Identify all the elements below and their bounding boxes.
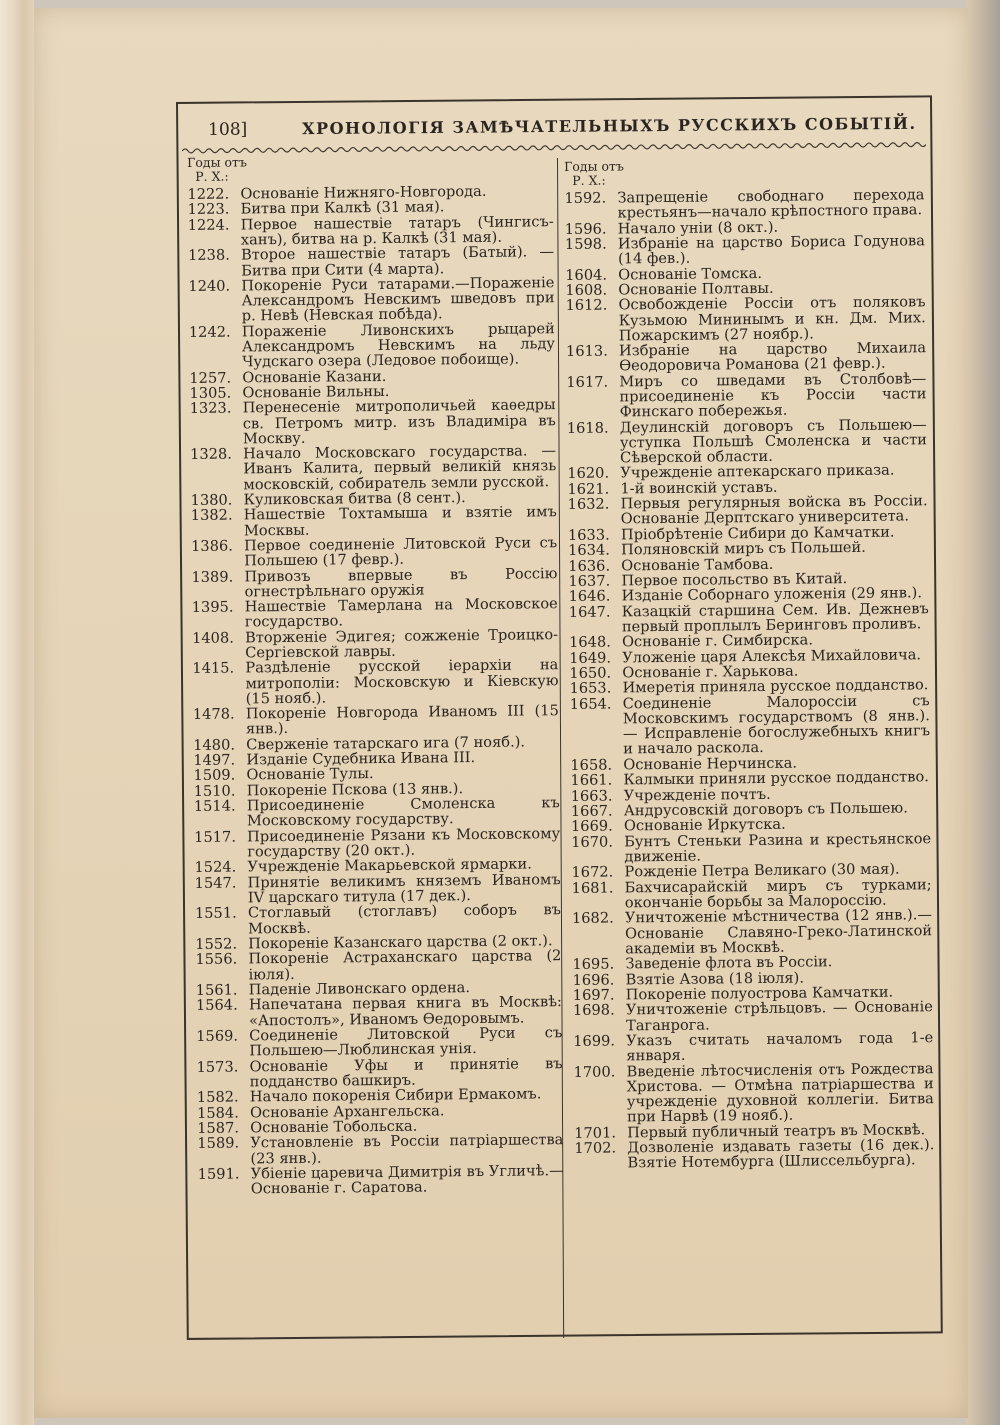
entry-year: 1569. (196, 1027, 239, 1045)
chronology-entry (191, 504, 557, 538)
entry-year: 1618. (566, 419, 609, 437)
entry-text: Привозъ впервые въ Россію огнестрѣльнаго оружія (244, 564, 558, 601)
entry-year: 1637. (568, 572, 611, 590)
entry-text: Поляновскій миръ съ Польшей. (620, 538, 866, 559)
entry-text: Дозволеніе издавать газеты (16 дек.). Взятіе Нотембурга (Шлиссельбурга). (627, 1136, 935, 1172)
entry-text: Избраніе на царство Бориса Годунова (14 фев.). (617, 232, 925, 268)
entry-year: 1592. (564, 189, 607, 207)
entry-text: Раздѣленіе русской іерархіи на митрополіи: Московскую и Кіевскую (15 нояб.). (245, 656, 559, 708)
chronology-entry (188, 245, 554, 279)
entry-text: Учрежденіе почтъ. (623, 785, 771, 805)
chronology-entry (568, 493, 928, 527)
entry-text: Избраніе на царство Михаила Ѳеодоровича Романова (21 февр.). (618, 339, 927, 375)
entry-year: 1587. (197, 1119, 240, 1137)
entry-text: Основаніе Иркутска. (623, 816, 786, 835)
entry-text: Стоглавый (стоглавъ) соборъ въ Москвѣ. (247, 901, 562, 938)
entry-year: 1584. (196, 1104, 239, 1122)
entry-text: Бахчисарайскій миръ съ турками; окончаніе борьбы за Малороссію. (624, 875, 932, 912)
chronology-entry (573, 1030, 933, 1064)
entry-year: 1224. (187, 216, 230, 234)
entry-text: Введеніе лѣтосчисленія отъ Рождества Христова. — Отмѣна патріаршества и учрежденіе духовной коллегіи. Битва при Нарвѣ (19 нояб.). (626, 1059, 934, 1126)
years-header-line: Годы отъ (563, 158, 624, 174)
entry-text: Основаніе Уфы и принятіе въ подданство башкиръ. (249, 1054, 563, 1091)
entry-year: 1380. (190, 491, 233, 509)
entry-year: 1654. (569, 695, 612, 713)
entry-text: Изданіе Соборнаго уложенія (29 янв.). (621, 584, 923, 605)
entry-text: Основаніе г. Харькова. (622, 662, 799, 682)
entry-year: 1573. (196, 1058, 239, 1076)
chronology-entry (190, 443, 556, 492)
entry-year: 1242. (188, 323, 231, 341)
entry-year: 1517. (194, 828, 237, 846)
entry-text: Учрежденіе аптекарскаго приказа. (620, 461, 895, 482)
chronology-entry (188, 214, 554, 248)
entry-text: Нашествіе Тохтамыша и взятіе имъ Москвы. (243, 503, 557, 539)
entry-text: Взятіе Азова (18 іюля). (625, 969, 805, 988)
entry-year: 1556. (195, 950, 238, 969)
entry-text: Пріобрѣтеніе Сибири до Камчатки. (620, 523, 895, 544)
chronology-entry (194, 795, 560, 829)
chronology-entry (566, 340, 926, 374)
chronology-entry (195, 872, 561, 906)
chronology-entry (194, 826, 560, 860)
years-header-line: Р. Х.: (572, 172, 606, 188)
entry-year: 1653. (569, 679, 612, 698)
entry-year: 1699. (573, 1032, 616, 1050)
right-column (564, 156, 935, 1171)
chronology-entry (196, 1056, 562, 1090)
entry-year: 1697. (572, 986, 615, 1004)
chronology-entry (573, 1061, 934, 1126)
entry-text: Учрежденіе Макарьевской ярмарки. (247, 855, 532, 876)
entry-text: Покореніе Новгорода Иваномъ III (15 янв.). (245, 702, 559, 738)
entry-year: 1636. (568, 557, 611, 575)
entry-text: Основаніе Казани. (242, 367, 387, 386)
entry-year: 1386. (190, 537, 233, 555)
entry-text: Покореніе Казанскаго царства (2 окт.). (248, 932, 553, 953)
chronology-entry (572, 877, 932, 911)
entry-year: 1582. (196, 1088, 239, 1107)
entry-text: Пораженіе Ливонскихъ рыцарей Александромъ Невскимъ на льду Чудскаго озера (Ледовое побоище). (241, 319, 556, 371)
chronology-entry (569, 601, 929, 635)
entry-text: Присоединеніе Смоленска къ Московскому государству. (246, 794, 560, 830)
years-header-line: Р. Х.: (195, 168, 229, 184)
entry-year: 1661. (570, 771, 613, 790)
chronology-entry (567, 417, 927, 466)
chronology-entry (191, 535, 557, 569)
years-header (187, 152, 553, 184)
years-header (564, 156, 924, 188)
entry-year: 1596. (564, 220, 607, 238)
entry-year: 1701. (574, 1124, 617, 1142)
entry-year: 1547. (194, 874, 237, 892)
entry-year: 1415. (192, 659, 235, 678)
book-binding-edge-right (966, 0, 1000, 1425)
entry-text: Присоединеніе Рязани къ Московскому государству (20 окт.). (247, 824, 561, 861)
entry-text: Покореніе полуострова Камчатки. (625, 983, 894, 1004)
entry-year: 1633. (567, 526, 610, 544)
entry-year: 1646. (568, 587, 611, 606)
entry-text: Изданіе Судебника Ивана III. (246, 749, 476, 769)
chronology-entry (196, 995, 562, 1029)
entry-year: 1328. (190, 445, 232, 464)
page-title: ХРОНОЛОГІЯ ЗАМѢЧАТЕЛЬНЫХЪ РУССКИХЪ СОБЫТІЙ. (302, 113, 917, 139)
chronology-entry (192, 657, 558, 706)
entry-year: 1305. (189, 384, 232, 402)
chronology-entry (570, 693, 931, 758)
entry-year: 1649. (569, 649, 612, 667)
entry-text: Битва при Калкѣ (31 мая). (240, 198, 445, 218)
entry-text: Первое посольство въ Китай. (621, 569, 848, 590)
entry-text: Паденіе Ливонскаго ордена. (248, 979, 471, 999)
entry-text: Сверженіе татарскаго ига (7 нояб.). (246, 733, 526, 754)
entry-text: Бунтъ Стеньки Разина и крестьянское движеніе. (624, 829, 932, 866)
entry-year: 1564. (195, 996, 238, 1015)
chronology-entry (190, 397, 556, 446)
chronology-entry (566, 371, 926, 420)
chronology-entry (197, 1132, 563, 1166)
entry-year: 1669. (570, 817, 613, 836)
chronology-entry (198, 1163, 564, 1197)
entry-text: Первый публичный театръ въ Москвѣ. (627, 1120, 926, 1141)
entry-text: Казацкій старшина Сем. Ив. Дежневъ первый проплылъ Беринговъ проливъ. (621, 599, 929, 636)
entry-text: Нашествіе Тамерлана на Московское государство. (244, 595, 558, 631)
entry-text: Соединеніе Малороссіи съ Московскимъ государствомъ (8 янв.). — Исправленіе богослужебныхъ книгъ и начало раскола. (622, 692, 931, 758)
entry-year: 1634. (568, 541, 610, 560)
left-column (187, 152, 564, 1197)
entry-text: Напечатана первая книга въ Москвѣ: «Апостолъ», Иваномъ Ѳедоровымъ. (248, 993, 562, 1029)
chronology-entry (565, 295, 925, 344)
entry-year: 1608. (565, 281, 608, 299)
entry-text: Заведеніе флота въ Россіи. (625, 953, 833, 973)
entry-year: 1658. (570, 756, 613, 774)
entry-year: 1510. (193, 782, 236, 800)
entry-text: Перенесеніе митрополичьей каѳедры св. Петромъ митр. изъ Владиміра въ Москву. (242, 396, 556, 448)
entry-text: Второе нашествіе татаръ (Батый). — Битва при Сити (4 марта). (240, 243, 555, 280)
entry-year: 1497. (193, 751, 236, 770)
entry-year: 1598. (564, 235, 607, 253)
chronology-entry (195, 949, 561, 983)
entry-list (187, 183, 564, 1197)
entry-text: Запрещеніе свободнаго перехода крестьянъ—начало крѣпостного права. (617, 186, 925, 222)
entry-year: 1408. (191, 629, 234, 647)
entry-year: 1382. (190, 506, 233, 525)
book-page-edges-left (0, 0, 34, 1425)
entry-year: 1509. (193, 766, 236, 785)
entry-text: Основаніе Томска. (618, 264, 763, 284)
entry-text: Убіеніе царевича Димитрія въ Угличѣ.— Основаніе г. Саратова. (250, 1162, 564, 1198)
entry-year: 1257. (189, 369, 232, 387)
page-number: 108] (208, 119, 248, 140)
entry-year: 1613. (565, 342, 608, 361)
chronology-entry (572, 908, 932, 957)
entry-text: Покореніе Руси татарами.—Пораженіе Александромъ Невскимъ шведовъ при р. Невѣ (Невская побѣда). (241, 274, 555, 325)
entry-year: 1223. (187, 200, 230, 219)
entry-year: 1695. (572, 955, 615, 974)
entry-list (564, 187, 934, 1171)
entry-text: Начало Московскаго государства. — Иванъ Калита, первый великій князь московскій, собиратель земли русской. (243, 442, 557, 493)
entry-year: 1238. (187, 246, 230, 265)
entry-year: 1323. (189, 399, 232, 418)
entry-year: 1663. (570, 787, 613, 805)
entry-year: 1478. (192, 705, 235, 724)
entry-year: 1647. (568, 603, 611, 621)
entry-year: 1698. (572, 1001, 615, 1020)
entry-text: Основаніе Полтавы. (618, 279, 774, 299)
chronology-entry (192, 596, 558, 630)
entry-year: 1650. (569, 664, 612, 683)
entry-year: 1632. (567, 495, 610, 514)
entry-text: Основаніе Нерчинска. (623, 754, 798, 774)
chronology-entry (192, 627, 558, 661)
entry-text: Основаніе Тамбова. (621, 555, 774, 574)
entry-text: Основаніе Вильны. (242, 382, 390, 402)
entry-year: 1682. (571, 909, 614, 928)
entry-text: Имеретія приняла русское подданство. (622, 676, 929, 697)
entry-year: 1480. (193, 736, 236, 754)
entry-text: Основаніе Тулы. (246, 765, 374, 784)
entry-year: 1589. (197, 1134, 240, 1153)
chronology-entry (565, 233, 925, 267)
entry-year: 1551. (194, 904, 237, 923)
entry-text: Первыя регулярныя войска въ Россіи. Основаніе Дерптскаго университета. (620, 492, 928, 528)
entry-year: 1667. (570, 802, 613, 820)
entry-text: Установленіе въ Россіи патріаршества (23 янв.). (250, 1131, 564, 1167)
entry-year: 1604. (565, 266, 608, 284)
entry-year: 1240. (188, 277, 231, 295)
entry-text: Вторженіе Эдигея; сожженіе Троицко-Сергіевской лавры. (244, 625, 559, 662)
chronology-entry (573, 1000, 933, 1034)
entry-text: Принятіе великимъ княземъ Иваномъ IV царскаго титула (17 дек.). (247, 870, 561, 907)
chronology-entry (189, 321, 555, 370)
entry-text: Уничтоженіе мѣстничества (12 янв.).— Основаніе Славяно-Греко-Латинской академіи въ Москвѣ. (624, 906, 933, 958)
entry-text: Деулинскій договоръ съ Польшею—уступка Польшѣ Смоленска и части Сѣверской области. (619, 415, 928, 467)
entry-year: 1702. (574, 1139, 617, 1157)
entry-text: Покореніе Астраханскаго царства (2 іюля). (248, 947, 562, 984)
entry-text: Соединеніе Литовской Руси съ Польшею—Люблинская унія. (249, 1024, 563, 1060)
entry-text: Уничтоженіе стрѣльцовъ. — Основаніе Таганрога. (625, 998, 933, 1034)
chronology-entry (188, 275, 554, 324)
entry-text: Основаніе Тобольска. (250, 1117, 418, 1137)
entry-text: Начало покоренія Сибири Ермакомъ. (249, 1085, 542, 1106)
entry-text: Миръ со шведами въ Столбовѣ—присоединеніе къ Россіи части Финскаго побережья. (619, 369, 927, 421)
entry-text: Основаніе г. Симбирска. (621, 631, 814, 651)
entry-year: 1681. (571, 879, 614, 897)
entry-year: 1591. (197, 1165, 240, 1183)
entry-text: Уложеніе царя Алексѣя Михайловича. (622, 645, 922, 667)
entry-year: 1617. (566, 373, 609, 391)
entry-year: 1696. (572, 971, 615, 989)
entry-text: Основаніе Нижняго-Новгорода. (240, 182, 487, 203)
entry-year: 1552. (195, 935, 238, 953)
entry-year: 1222. (187, 185, 230, 203)
entry-year: 1395. (191, 598, 234, 617)
entry-year: 1670. (571, 833, 614, 851)
entry-text: Освобожденіе Россіи отъ поляковъ Кузьмою Мининымъ и кн. Дм. Мих. Пожарскимъ (27 ноябр.). (618, 293, 926, 345)
entry-year: 1524. (194, 858, 237, 877)
entry-year: 1514. (193, 797, 236, 816)
entry-text: Покореніе Пскова (13 янв.). (246, 780, 464, 800)
entry-year: 1621. (567, 480, 610, 498)
entry-text: Андрусовскій договоръ съ Польшею. (623, 799, 908, 820)
entry-year: 1389. (191, 568, 234, 586)
chronology-entry (195, 903, 561, 937)
entry-year: 1648. (568, 633, 611, 652)
chronology-entry (564, 187, 924, 221)
entry-year: 1561. (195, 981, 238, 999)
chronology-entry (193, 703, 559, 737)
entry-text: Основаніе Архангельска. (249, 1101, 445, 1121)
entry-text: Первое нашествіе татаръ (Чингисъ-ханъ), битва на р. Калкѣ (31 мая). (240, 212, 554, 249)
entry-year: 1672. (571, 863, 614, 882)
entry-text: 1-й воинскій уставъ. (620, 478, 778, 498)
entry-text: Рожденіе Петра Великаго (30 мая). (624, 860, 900, 881)
chronology-entry (571, 831, 931, 865)
chronology-entry (191, 566, 557, 600)
chronology-entry (574, 1137, 934, 1171)
entry-year: 1700. (573, 1063, 616, 1081)
entry-year: 1612. (565, 296, 608, 315)
entry-text: Указъ считать началомъ года 1-е января. (626, 1029, 934, 1065)
entry-text: Куликовская битва (8 сент.). (243, 489, 466, 509)
entry-year: 1620. (567, 464, 610, 483)
entry-text: Первое соединеніе Литовской Руси съ Польшею (17 февр.). (243, 534, 558, 570)
chronology-entry (196, 1025, 562, 1059)
years-header-line: Годы отъ (186, 154, 247, 170)
entry-text: Калмыки приняли русское подданство. (623, 768, 929, 789)
entry-text: Начало уніи (8 окт.). (617, 218, 779, 238)
